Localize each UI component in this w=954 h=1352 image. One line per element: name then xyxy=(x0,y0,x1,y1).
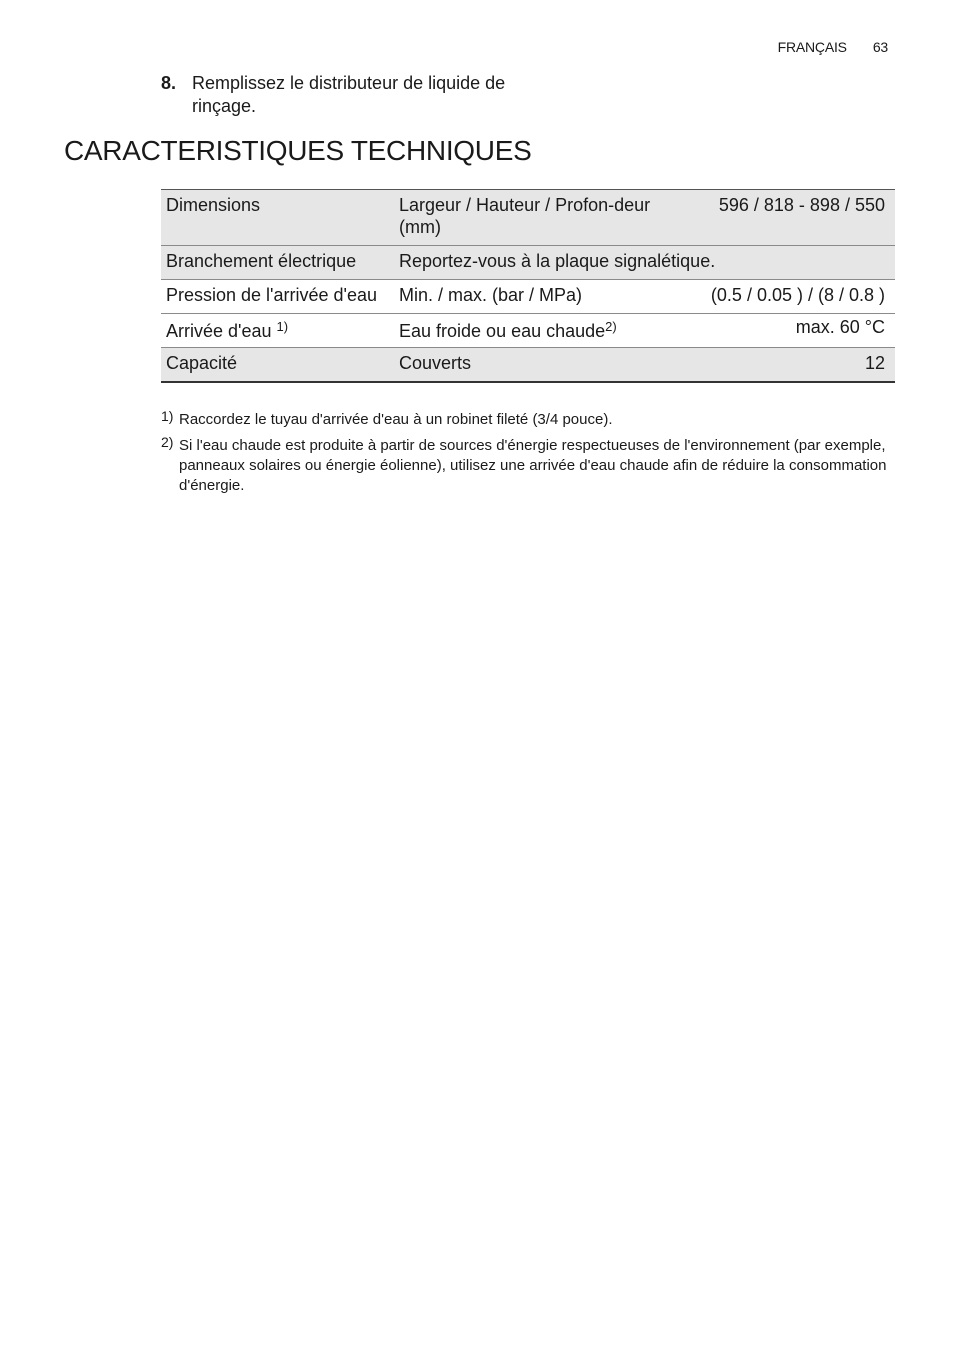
row-parameter xyxy=(394,348,699,383)
row-parameter-text: Min. / max. (bar / MPa) xyxy=(399,285,583,305)
table-row xyxy=(161,314,895,348)
footnote-ref: 1) xyxy=(276,319,289,334)
page-number: 63 xyxy=(872,39,888,55)
row-value xyxy=(699,314,895,348)
row-parameter-text: Couverts xyxy=(399,353,472,373)
row-value-text: 596 / 818 - 898 / 550 xyxy=(718,195,885,215)
table-row xyxy=(161,280,895,314)
row-value xyxy=(699,190,895,246)
footnote-text: Raccordez le tuyau d'arrivée d'eau à un robinet fileté (3/4 pouce). xyxy=(179,411,613,428)
table-row xyxy=(161,246,895,280)
row-parameter xyxy=(394,190,699,246)
table-row xyxy=(161,190,895,246)
footnote-ref: 2) xyxy=(605,319,617,334)
row-value-text: max. 60 °C xyxy=(795,317,885,337)
row-parameter xyxy=(394,280,699,314)
footnote xyxy=(161,436,891,496)
step-text: Remplissez le distributeur de liquide de rinçage. xyxy=(192,73,506,116)
row-label xyxy=(161,348,394,383)
footnotes xyxy=(161,410,891,502)
row-value-text: (0.5 / 0.05 ) / (8 / 0.8 ) xyxy=(710,285,885,305)
row-parameter-text: Largeur / Hauteur / Profon-deur (mm) xyxy=(399,195,651,237)
row-label xyxy=(161,190,394,246)
row-label-text: Pression de l'arrivée d'eau xyxy=(166,285,377,305)
footnote-mark: 1) xyxy=(161,408,174,424)
row-parameter xyxy=(394,246,895,280)
step-number: 8. xyxy=(161,73,177,93)
row-value-text: 12 xyxy=(864,353,885,373)
row-label xyxy=(161,280,394,314)
page-header xyxy=(778,39,888,55)
row-label-text: Arrivée d'eau xyxy=(166,321,272,341)
specifications-table xyxy=(161,189,895,383)
row-parameter-text: Reportez-vous à la plaque signalétique. xyxy=(399,251,716,271)
header-language: FRANÇAIS xyxy=(777,39,847,55)
row-value xyxy=(699,348,895,383)
row-value xyxy=(699,280,895,314)
section-title: CARACTERISTIQUES TECHNIQUES xyxy=(64,135,532,166)
table-row xyxy=(161,348,895,383)
row-label-text: Branchement électrique xyxy=(166,251,357,271)
footnote-mark: 2) xyxy=(161,434,174,450)
footnote xyxy=(161,410,891,430)
row-label-text: Dimensions xyxy=(166,195,261,215)
row-label xyxy=(161,314,394,348)
footnote-text: Si l'eau chaude est produite à partir de sources d'énergie respectueuses de l'environnement (par exemple, panneaux solaires ou énergie éolienne), utilisez une arrivée d'eau chaude afin de réduire la consommation d'énergie. xyxy=(179,437,887,494)
row-parameter xyxy=(394,314,699,348)
row-label-text: Capacité xyxy=(166,353,238,373)
instruction-step xyxy=(161,72,541,118)
row-label xyxy=(161,246,394,280)
row-parameter-text: Eau froide ou eau chaude xyxy=(399,321,606,341)
